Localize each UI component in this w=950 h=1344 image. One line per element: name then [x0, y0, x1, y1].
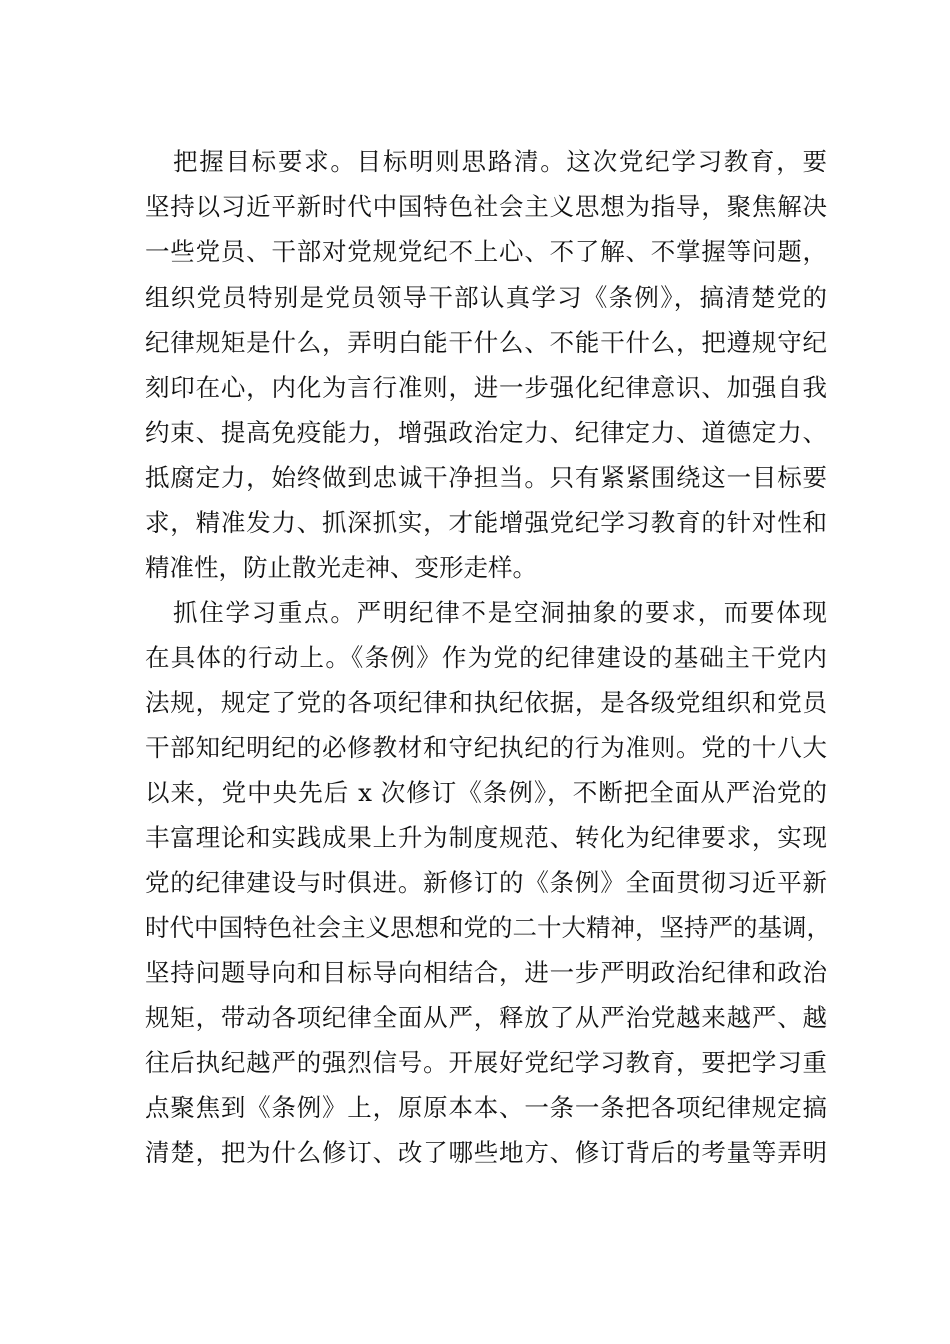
text-line: 党的纪律建设与时俱进。新修订的《条例》全面贯彻习近平新 [145, 868, 827, 897]
text-line: 坚持以习近平新时代中国特色社会主义思想为指导，聚焦解决 [145, 192, 827, 221]
text-line: 刻印在心，内化为言行准则，进一步强化纪律意识、加强自我 [145, 373, 827, 402]
text-line: 组织党员特别是党员领导干部认真学习《条例》，搞清楚党的 [145, 283, 827, 312]
text-line: 精准性，防止散光走神、变形走样。 [145, 553, 537, 582]
text-line: 约束、提高免疫能力，增强政治定力、纪律定力、道德定力、 [145, 418, 827, 447]
text-line: 干部知纪明纪的必修教材和守纪执纪的行为准则。党的十八大 [145, 733, 827, 762]
text-line: 以来，党中央先后 x 次修订《条例》，不断把全面从严治党的 [145, 778, 827, 807]
text-line: 抓住学习重点。严明纪律不是空洞抽象的要求，而要体现 [173, 598, 827, 627]
text-line: 纪律规矩是什么，弄明白能干什么、不能干什么，把遵规守纪 [145, 328, 827, 357]
text-line: 求，精准发力、抓深抓实，才能增强党纪学习教育的针对性和 [145, 508, 827, 537]
text-line: 丰富理论和实践成果上升为制度规范、转化为纪律要求，实现 [145, 823, 827, 852]
text-line: 往后执纪越严的强烈信号。开展好党纪学习教育，要把学习重 [145, 1048, 827, 1077]
text-line: 规矩，带动各项纪律全面从严，释放了从严治党越来越严、越 [145, 1003, 827, 1032]
text-line: 在具体的行动上。《条例》作为党的纪律建设的基础主干党内 [145, 643, 827, 672]
text-line: 坚持问题导向和目标导向相结合，进一步严明政治纪律和政治 [145, 958, 827, 987]
text-line: 点聚焦到《条例》上，原原本本、一条一条把各项纪律规定搞 [145, 1093, 827, 1122]
text-line: 一些党员、干部对党规党纪不上心、不了解、不掌握等问题， [145, 237, 827, 266]
text-line: 时代中国特色社会主义思想和党的二十大精神，坚持严的基调， [145, 913, 831, 942]
text-line: 把握目标要求。目标明则思路清。这次党纪学习教育，要 [173, 147, 827, 176]
text-line: 法规，规定了党的各项纪律和执纪依据，是各级党组织和党员 [145, 688, 827, 717]
text-line: 清楚，把为什么修订、改了哪些地方、修订背后的考量等弄明 [145, 1138, 827, 1167]
text-line: 抵腐定力，始终做到忠诚干净担当。只有紧紧围绕这一目标要 [145, 463, 827, 492]
